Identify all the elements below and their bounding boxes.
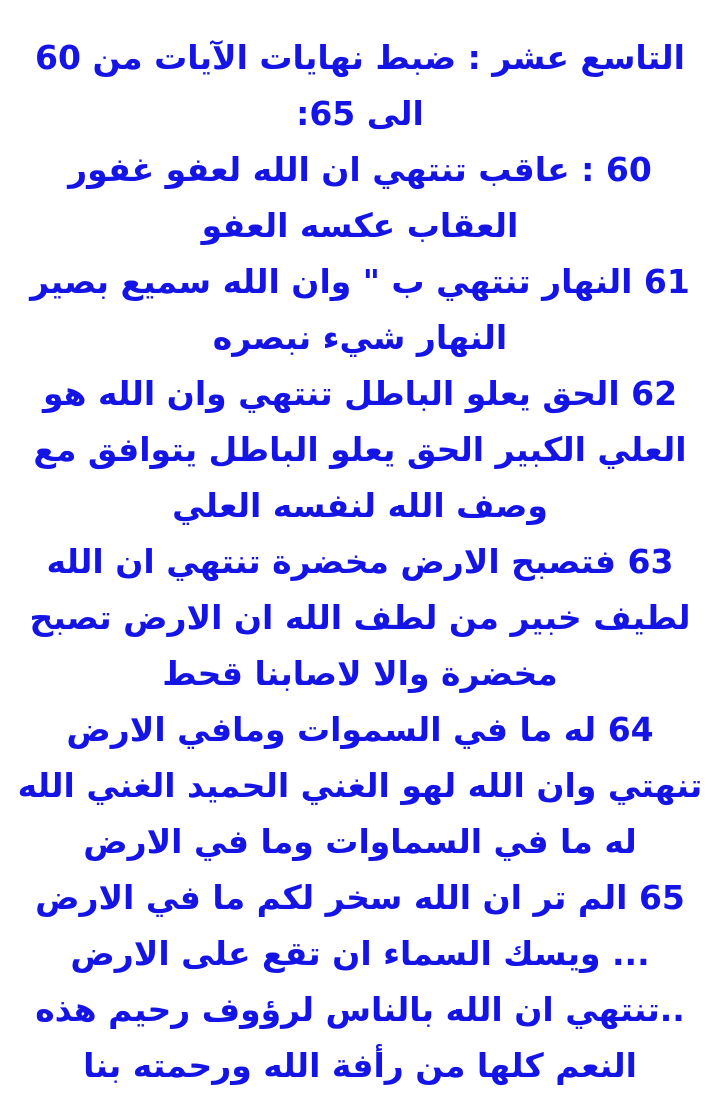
- verse-63-paragraph: 63 فتصبح الارض مخضرة تنتهي ان الله لطيف خبير من لطف الله ان الارض تصبح مخضرة والا لاصابنا قحط: [29, 542, 691, 693]
- verse-65-paragraph: 65 الم تر ان الله سخر لكم ما في الارض ... ويسك السماء ان تقع على الارض ..تنتهي ان الله بالناس لرؤوف رحيم هذه النعم كلها من رأفة الله ورحمته بنا: [35, 878, 685, 1085]
- heading-paragraph: التاسع عشر : ضبط نهايات الآيات من 60 الى 65:: [35, 38, 685, 133]
- verse-61-paragraph: 61 النهار تنتهي ب " وان الله سميع بصير النهار شيء نبصره: [30, 262, 690, 357]
- verse-62-paragraph: 62 الحق يعلو الباطل تنتهي وان الله هو العلي الكبير الحق يعلو الباطل يتوافق مع وصف الله لنفسه العلي: [33, 374, 687, 525]
- verse-64-paragraph: 64 له ما في السموات ومافي الارض تنهتي وان الله لهو الغني الحميد الغني الله له ما في السماوات وما في الارض: [17, 710, 703, 861]
- verse-60-paragraph: 60 : عاقب تنتهي ان الله لعفو غفور العقاب عكسه العفو: [68, 150, 652, 245]
